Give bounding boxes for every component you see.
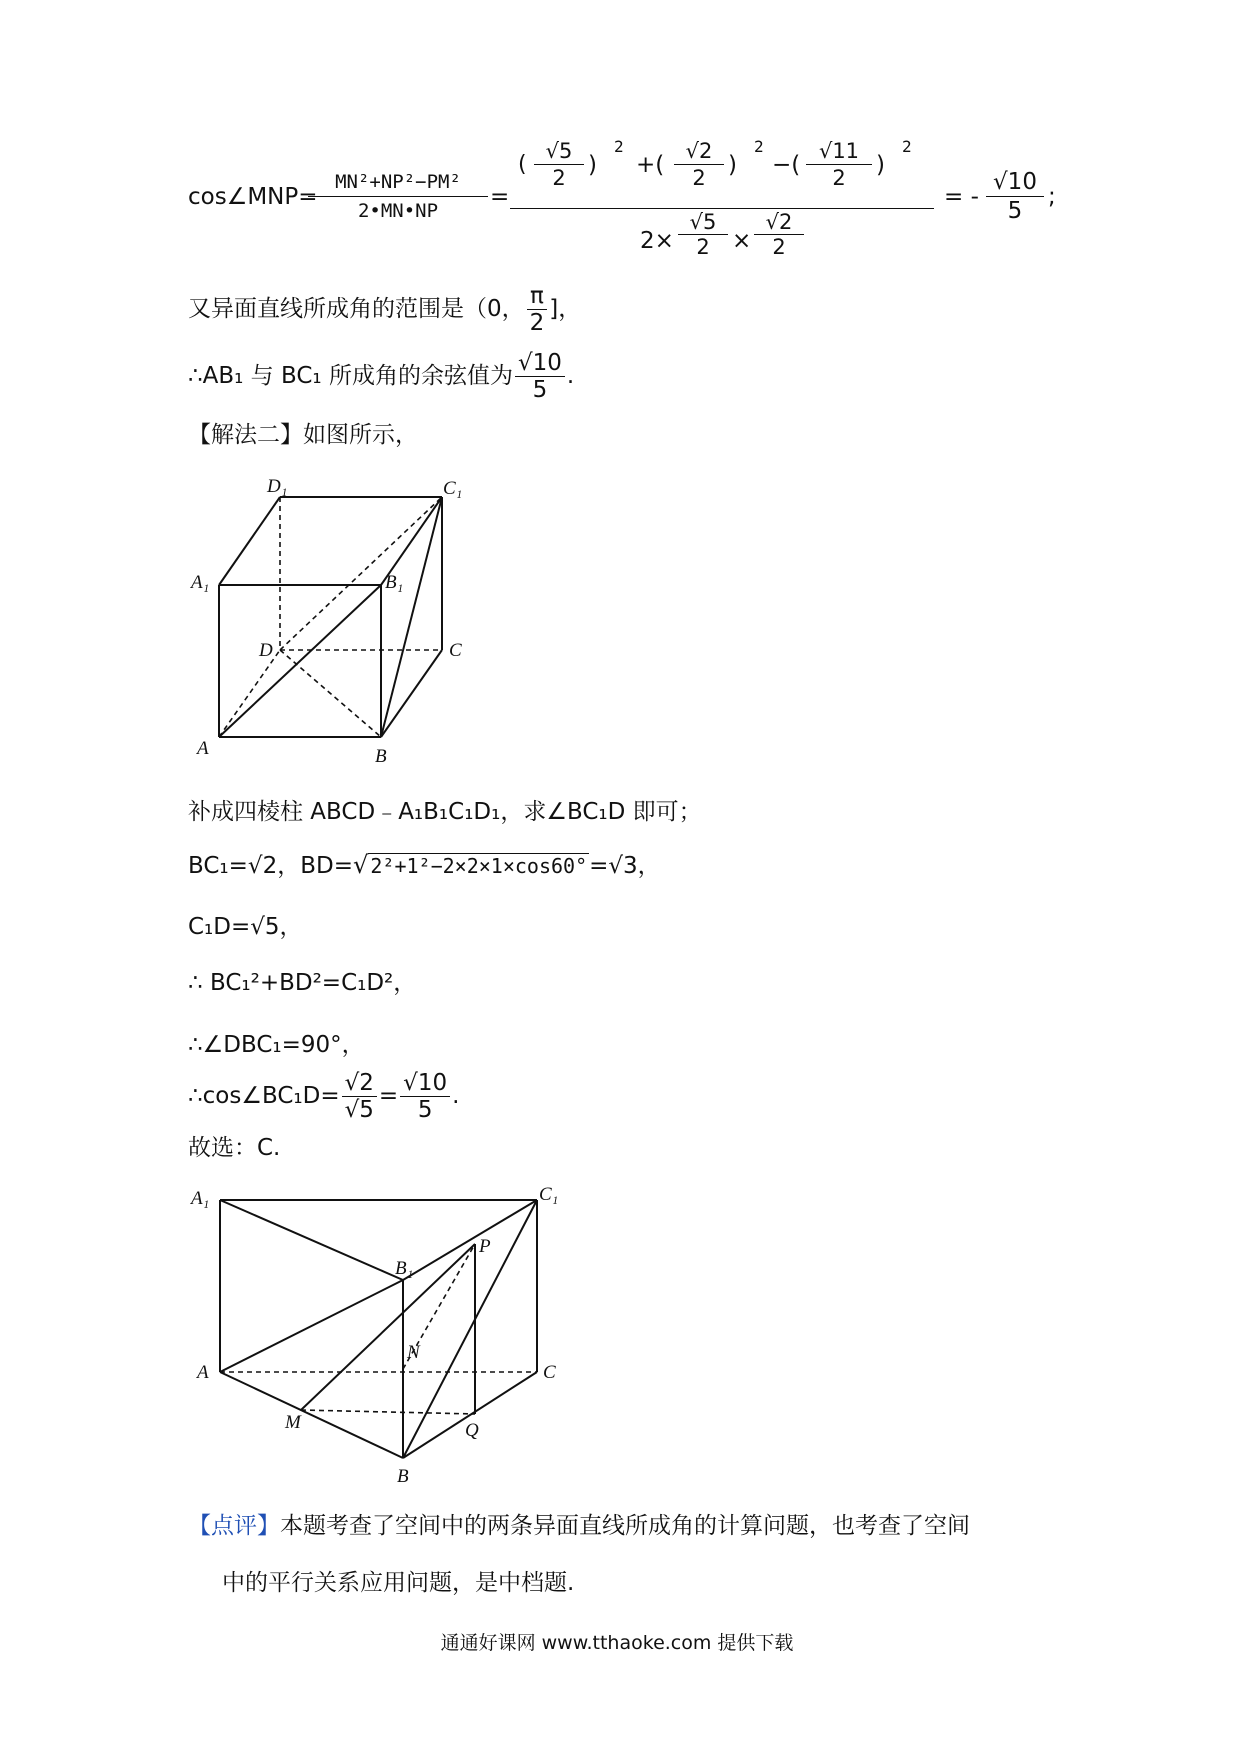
label-m: M xyxy=(285,1412,301,1433)
label-a1: A₁ xyxy=(191,1188,210,1209)
den-frac-1 xyxy=(678,210,728,259)
label-b1: B₁ xyxy=(395,1258,414,1279)
cosine-line xyxy=(188,350,574,403)
term-2-frac xyxy=(674,138,724,191)
cos-mnp-formula xyxy=(188,137,1056,259)
seg-mq xyxy=(301,1410,475,1414)
formula-lhs: cos∠MNP= xyxy=(188,184,318,210)
angle-line: ∴∠DBC₁=90°， xyxy=(188,1032,365,1058)
final-cos-line xyxy=(188,1070,459,1123)
label-b1: B₁ xyxy=(385,572,404,593)
comment-text-1: 本题考查了空间中的两条异面直线所成角的计算问题，也考查了空间 xyxy=(280,1513,970,1539)
bc1-part-a: BC₁=√2，BD= xyxy=(188,853,353,879)
seg-ab1 xyxy=(220,1280,403,1372)
result-frac xyxy=(986,168,1044,225)
cos-den: 5 xyxy=(532,377,548,403)
result-semi: ; xyxy=(1048,184,1056,210)
diag-dc1 xyxy=(280,497,442,650)
label-b: B xyxy=(375,746,387,767)
paren: ( xyxy=(518,152,527,177)
label-c: C xyxy=(449,640,462,661)
pi: π xyxy=(527,283,548,310)
bc1-part-b: =√3， xyxy=(589,853,661,879)
cube-figure xyxy=(185,470,485,770)
comment-line-2: 中的平行关系应用问题，是中档题. xyxy=(222,1570,575,1596)
den-frac-2 xyxy=(754,210,804,259)
term-3-frac xyxy=(806,138,872,191)
range-line xyxy=(188,283,581,336)
minus: −( xyxy=(772,152,801,178)
diag-bc1 xyxy=(381,497,442,737)
den-t2: √2 xyxy=(754,210,804,235)
edge-bc xyxy=(381,650,442,737)
bd-root-arg: 2²+1²−2×2×1×cos60° xyxy=(370,854,588,878)
comment-tag: 【点评】 xyxy=(188,1513,280,1539)
label-c: C xyxy=(543,1362,556,1383)
sq3: 2 xyxy=(902,137,912,156)
answer-line: 故选：C. xyxy=(188,1135,281,1161)
diag-ab1 xyxy=(219,585,381,737)
edge-ad xyxy=(219,650,280,737)
edge-a1d1 xyxy=(219,497,280,585)
sq1: 2 xyxy=(614,137,624,156)
d2: 2 xyxy=(692,166,706,190)
diag-db xyxy=(280,650,381,737)
cos-frac xyxy=(515,350,565,403)
final-end: . xyxy=(452,1083,460,1109)
edge-a1b1 xyxy=(220,1200,403,1280)
close1: ) xyxy=(588,152,597,178)
bd-root: √ 2²+1²−2×2×1×cos60° xyxy=(352,851,588,879)
final-eq: = xyxy=(378,1083,399,1109)
t1: √5 xyxy=(534,138,584,165)
big-fraction-bar xyxy=(510,208,934,209)
final-n2: √10 xyxy=(400,1070,450,1097)
den-pre: 2× xyxy=(640,228,674,254)
label-n: N xyxy=(407,1342,420,1363)
label-a: A xyxy=(197,1362,209,1383)
final-text: ∴cos∠BC₁D= xyxy=(188,1083,340,1109)
close3: ) xyxy=(876,152,885,178)
term-1-frac xyxy=(534,138,584,191)
bc1-bd-line xyxy=(188,850,661,881)
final-d2: 5 xyxy=(417,1097,433,1123)
big-fraction xyxy=(510,137,940,259)
result-pre: = - xyxy=(944,184,979,210)
label-b: B xyxy=(397,1466,409,1487)
label-d1: D₁ xyxy=(267,476,288,497)
edge-bc xyxy=(403,1372,537,1458)
formula-frac-den: 2•MN•NP xyxy=(357,200,439,222)
formula-frac-num: MN²+NP²−PM² xyxy=(308,168,488,197)
final-frac-2 xyxy=(400,1070,450,1123)
formula-eq: = xyxy=(490,184,510,210)
cos-num: √10 xyxy=(515,350,565,377)
den-d1: 2 xyxy=(696,235,710,259)
label-c1: C₁ xyxy=(539,1184,559,1205)
den-t1: √5 xyxy=(678,210,728,235)
prism-figure xyxy=(185,1180,565,1490)
label-d: D xyxy=(259,640,273,661)
label-p: P xyxy=(479,1236,491,1257)
formula-fraction xyxy=(308,168,488,225)
footer-credit: 通通好课网 www.tthaoke.com 提供下载 xyxy=(440,1632,794,1654)
pi-over-2 xyxy=(527,283,548,336)
final-frac-1 xyxy=(342,1070,377,1123)
d3: 2 xyxy=(832,166,846,190)
label-c1: C₁ xyxy=(443,478,463,499)
c1d-line: C₁D=√5， xyxy=(188,914,303,940)
range-text: 又异面直线所成角的范围是（0， xyxy=(188,296,525,322)
seg-mp xyxy=(301,1244,475,1410)
t3: √11 xyxy=(806,138,872,165)
result-num: √10 xyxy=(986,168,1044,197)
result-den: 5 xyxy=(1007,198,1023,224)
comment-line-1 xyxy=(188,1511,970,1541)
sq2: 2 xyxy=(754,137,764,156)
term-1 xyxy=(518,150,527,180)
method-two-heading: 【解法二】如图所示， xyxy=(188,422,418,448)
final-d1: √5 xyxy=(344,1097,374,1123)
cos-end: . xyxy=(566,363,575,389)
label-a: A xyxy=(197,738,209,759)
den-times: × xyxy=(732,228,752,254)
label-a1: A₁ xyxy=(191,572,210,593)
sum-line: ∴ BC₁²+BD²=C₁D²， xyxy=(188,970,417,996)
label-q: Q xyxy=(465,1420,479,1441)
plus: +( xyxy=(636,152,665,178)
close2: ) xyxy=(728,152,737,178)
range-end: ]， xyxy=(549,296,582,322)
t2: √2 xyxy=(674,138,724,165)
two: 2 xyxy=(529,310,545,336)
final-n1: √2 xyxy=(342,1070,377,1097)
edge-ab xyxy=(220,1372,403,1458)
cosine-text: ∴AB₁ 与 BC₁ 所成角的余弦值为 xyxy=(188,363,513,389)
d1: 2 xyxy=(552,166,566,190)
prism-line: 补成四棱柱 ABCD﹣A₁B₁C₁D₁，求∠BC₁D 即可； xyxy=(188,799,702,825)
den-d2: 2 xyxy=(772,235,786,259)
